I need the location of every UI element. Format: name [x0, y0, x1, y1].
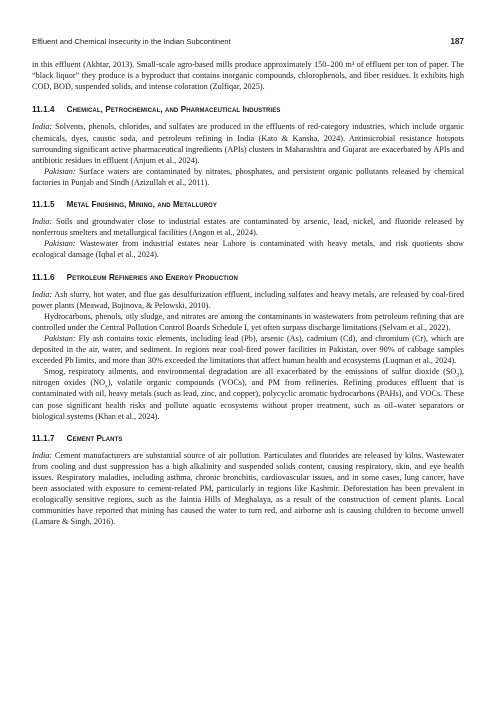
subscript: 2	[456, 372, 460, 379]
country-label: India:	[32, 450, 53, 460]
paragraph-text: Smog, respiratory ailments, and environmental degradation are all exacerbated by the emissions of sulfur dioxide (SO	[44, 367, 457, 377]
lead-paragraph: in this effluent (Akhtar, 2013). Small-scale agro-based mills produce approximately 150–200 m³ of effluent per ton of paper. The “black liquor” they produce is a byproduct that contains inorganic compounds, chlorophenols, and fiber residues. It exhibits high COD, BOD, suspended solids, and intense coloration (Zulfiqar, 2025).	[32, 60, 464, 92]
paragraph-text: Fly ash contains toxic elements, including lead (Pb), arsenic (As), cadmium (Cd), and chromium (Cr), which are deposited in the air, water, and sediment. In regions near coal-fired power facilities in Pakistan, over 90% of cabbage samples exceeded Pb limits, and more than 30% exceeded the limitations that affect human health and ecosystems (Luqman et al., 2024).	[32, 333, 464, 366]
paragraph	[32, 333, 464, 366]
country-label: Pakistan:	[44, 166, 76, 176]
document-page	[32, 36, 464, 538]
section-heading	[32, 272, 464, 283]
paragraph	[32, 366, 464, 421]
section-title: Chemical, Petrochemical, and Pharmaceutical Industries	[66, 105, 281, 115]
section-11-1-7	[32, 433, 464, 528]
section-heading	[32, 199, 464, 210]
paragraph: Hydrocarbons, phenols, oily sludge, and nitrates are among the contaminants in wastewaters from petroleum refining that are controlled under the Central Pollution Control Boards Schedule I, yet often surpass discharge limitations (Selvam et al., 2022).	[32, 311, 464, 332]
country-label: Pakistan:	[44, 239, 76, 249]
running-header	[32, 36, 464, 47]
country-label: Pakistan:	[44, 333, 76, 343]
paragraph-text: Cement manufacturers are substantial source of air pollution. Particulates and fluorides are released by kilns. Wastewater from cooling and dust suppression has a high alkalinity and suspended solids content, causing respiratory, skin, and eye health issues. Respiratory maladies, including asthma, chronic bronchitis, cardiovascular issues, and in some cases, lung cancer, have been associated with exposure to cement-related PM, particularly in regions like Kashmir. Deforestation has been prevalent in ecologically sensitive regions, such as the Jaintia Hills of Meghalaya, as a result of the construction of cement plants. Local communities have reported that mining has caused the water to turn red, and airborne ash is causing children to become unwell (Lamare & Singh, 2016).	[32, 450, 464, 527]
section-title: Metal Finishing, Mining, and Metallurgy	[66, 200, 217, 210]
section-heading	[32, 104, 464, 115]
paragraph-text: Surface waters are contaminated by nitrates, phosphates, and persistent organic pollutants released by chemical factories in Punjab and Sindh (Azizullah et al., 2011).	[32, 166, 464, 187]
paragraph	[32, 289, 464, 311]
paragraph	[32, 450, 464, 528]
paragraph-text: Wastewater from industrial estates near Lahore is contaminated with heavy metals, and risk quotients show ecological damage (Iqbal et al., 2024).	[32, 239, 464, 260]
paragraph-text: Soils and groundwater close to industrial estates are contaminated by arsenic, lead, nickel, and fluoride released by nonferrous smelters and metallurgical facilities (Angon et al., 2024).	[32, 217, 464, 238]
subscript: x	[105, 383, 108, 390]
paragraph-text: Ash slurry, hot water, and flue gas desulfurization effluent, including sulfates and heavy metals, are released by coal-fired power plants (Meawad, Bojinova, & Pelowski, 2010).	[32, 289, 464, 310]
section-number: 11.1.4	[32, 105, 55, 115]
paragraph	[32, 238, 464, 260]
paragraph-text: ), volatile organic compounds (VOCs), and PM from refineries. Refining produces effluent that is contaminated with oil, heavy metals (such as lead, zinc, and copper), polycyclic aromatic hydrocarbons (PAHs), and VOCs. These can pose significant health risks and pollute aquatic ecosystems without proper treatment, such as oil–water separators or biological systems (Khan et al., 2024).	[32, 378, 464, 421]
section-title: Cement Plants	[66, 433, 123, 443]
paragraph-text: ), nitrogen oxides (NO	[32, 367, 464, 388]
paragraph-text: Solvents, phenols, chlorides, and sulfates are produced in the effluents of red-category industries, which include organic chemicals, dyes, caustic soda, and petroleum refining in India (Kato & Kansha, 2024). Antimicrobial resistance hotspots surrounding significant active pharmaceutical ingredients (APIs) clusters in Maharashtra and Gujarat are exacerbated by APIs and antibiotic residues in effluent (Anjum et al., 2024).	[32, 122, 464, 165]
section-number: 11.1.7	[32, 433, 55, 443]
section-title: Petroleum Refineries and Energy Production	[66, 272, 238, 282]
section-heading	[32, 433, 464, 444]
running-title: Effluent and Chemical Insecurity in the Indian Subcontinent	[32, 37, 231, 46]
paragraph	[32, 216, 464, 238]
country-label: India:	[32, 289, 53, 299]
country-label: India:	[32, 122, 53, 132]
section-number: 11.1.6	[32, 272, 55, 282]
section-number: 11.1.5	[32, 200, 55, 210]
section-11-1-5	[32, 199, 464, 260]
section-11-1-6	[32, 272, 464, 422]
paragraph	[32, 166, 464, 188]
paragraph	[32, 121, 464, 165]
page-number: 187	[450, 37, 464, 46]
section-11-1-4	[32, 104, 464, 188]
country-label: India:	[32, 217, 53, 227]
